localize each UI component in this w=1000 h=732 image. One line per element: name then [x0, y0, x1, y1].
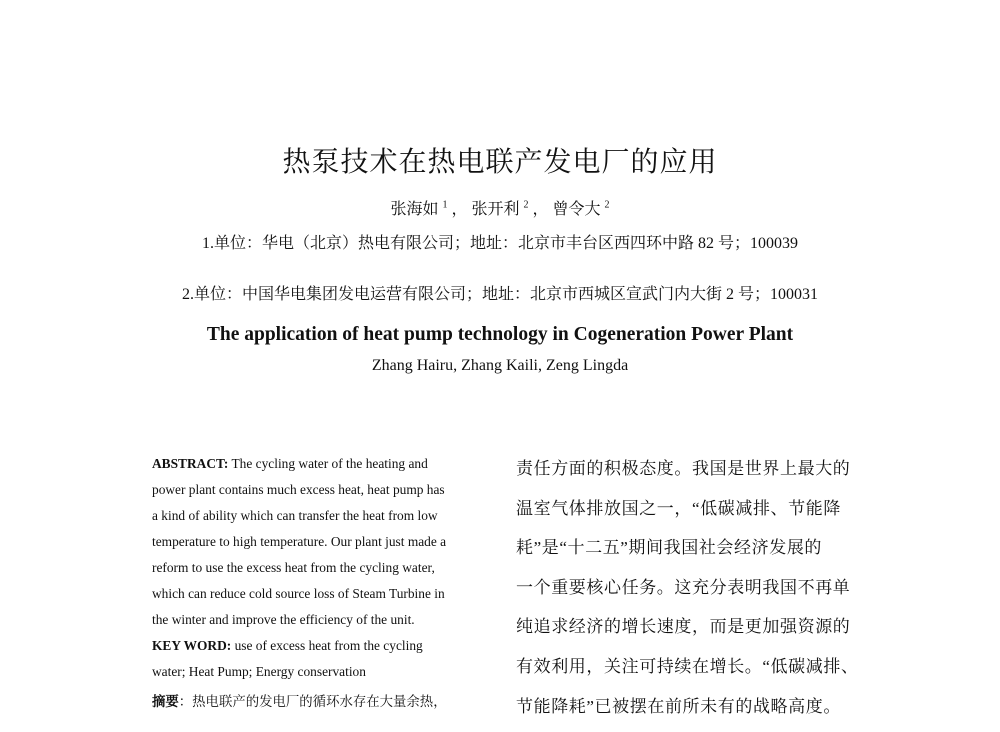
abstract-line: power plant contains much excess heat, heat pump has — [152, 482, 445, 497]
author-name: 张海如 — [390, 201, 439, 218]
english-title: The application of heat pump technology in Cogeneration Power Plant — [206, 324, 794, 345]
english-authors: Zhang Hairu, Zhang Kaili, Zeng Lingda — [371, 357, 629, 374]
abstract-column — [152, 453, 492, 717]
author-affiliation-mark: 2 — [523, 199, 529, 211]
affiliation-1: 1.单位：华电（北京）热电有限公司；地址：北京市丰台区西四环中路 82 号；100039 — [201, 235, 798, 252]
keyword-label: KEY WORD: — [152, 638, 232, 653]
author-affiliation-mark: 1 — [442, 199, 448, 211]
body-line: 温室气体排放国之一，“低碳减排、节能降 — [516, 498, 841, 518]
zh-abstract-text: ：热电联产的发电厂的循环水存在大量余热， — [178, 694, 447, 709]
abstract-label: ABSTRACT: — [152, 456, 229, 471]
body-line: 节能降耗”已被摆在前所未有的战略高度。 — [516, 696, 841, 716]
body-line: 一个重要核心任务。这充分表明我国不再单 — [516, 577, 851, 597]
abstract-line: reform to use the excess heat from the cycling water, — [152, 560, 435, 575]
abstract-text: The cycling water of the heating and — [228, 456, 428, 471]
keyword-text: use of excess heat from the cycling — [231, 638, 423, 653]
zh-abstract-line — [152, 691, 492, 717]
abstract-line: a kind of ability which can transfer the heat from low — [152, 508, 438, 523]
body-column — [516, 455, 859, 732]
zh-abstract-label: 摘要 — [152, 694, 179, 709]
body-line: 纯追求经济的增长速度，而是更加强资源的 — [516, 617, 851, 637]
author-name: 曾令大 — [552, 201, 601, 218]
keyword-line — [152, 635, 492, 661]
abstract-line: temperature to high temperature. Our plant just made a — [152, 534, 447, 549]
body-line: 责任方面的积极态度。我国是世界上最大的 — [516, 459, 851, 478]
author-affiliation-mark: 2 — [604, 199, 610, 211]
author-name: 张开利 — [471, 201, 520, 218]
body-line: 耗”是“十二五”期间我国社会经济发展的 — [516, 538, 823, 558]
abstract-line — [152, 453, 492, 479]
abstract-line: the winter and improve the efficiency of the unit. — [152, 612, 415, 627]
author-list: 张海如 $^1$ ， 张开利 $^2$ ， 曾令大 $^2$ — [390, 199, 610, 218]
body-line: 有效利用，关注可持续在增长。“低碳减排、 — [516, 656, 859, 676]
paper-title: 热泵技术在热电联产发电厂的应用 — [282, 145, 718, 178]
affiliation-2: 2.单位：中国华电集团发电运营有限公司；地址：北京市西城区宣武门内大街 2 号；100031 — [181, 286, 818, 303]
keyword-line: water; Heat Pump; Energy conservation — [152, 664, 366, 679]
abstract-line: which can reduce cold source loss of Steam Turbine in — [152, 586, 445, 601]
